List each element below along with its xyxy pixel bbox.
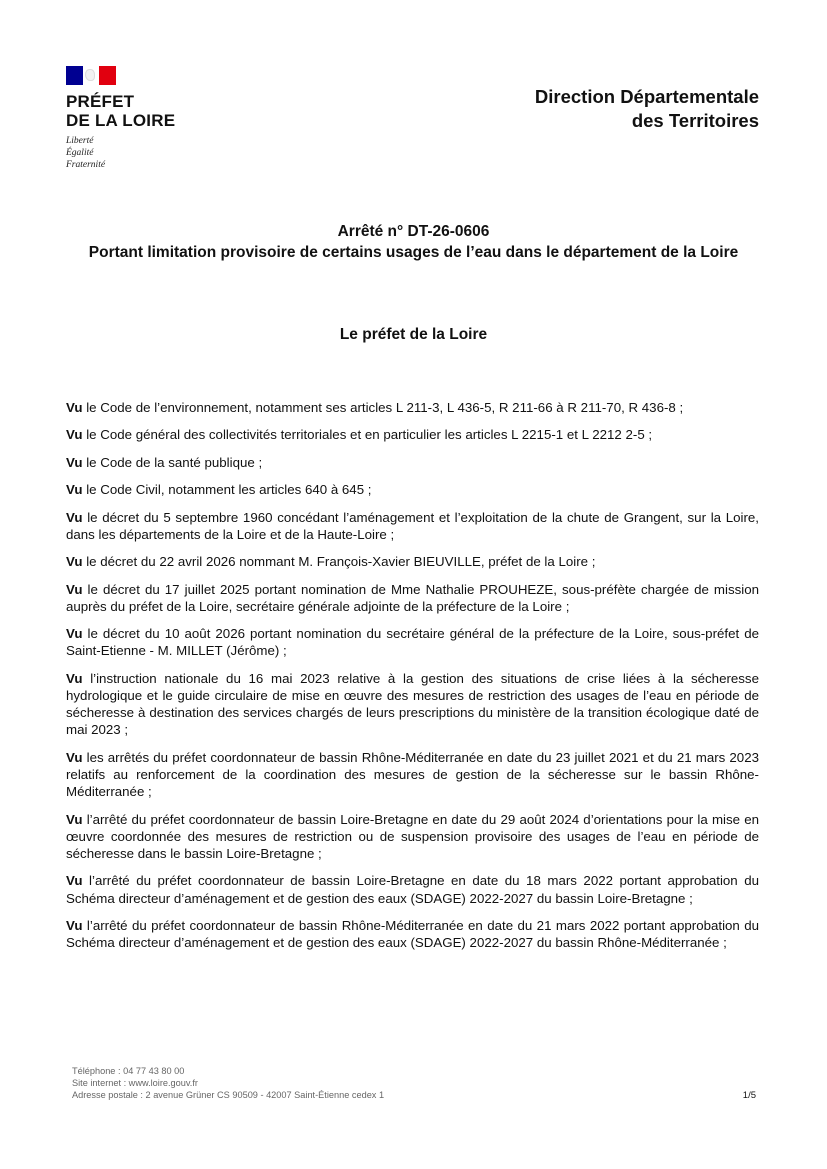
consideration-text: l’arrêté du préfet coordonnateur de bassin Rhône-Méditerranée en date du 21 mars 2022 portant approbation du Schéma directeur d’aménagement et de gestion des eaux (SDAGE) 2022-2027 du bassin Rhône-Méditerranée ; bbox=[66, 917, 760, 951]
vu-label: Vu bbox=[66, 811, 83, 827]
marianne-flag-icon bbox=[66, 66, 116, 85]
vu-label: Vu bbox=[66, 873, 83, 889]
footer-site: Site internet : www.loire.gouv.fr bbox=[72, 1078, 198, 1088]
consideration-text: l’instruction nationale du 16 mai 2023 relative à la gestion des situations de crise liées à la sécheresse hydrologique et le guide circulaire de mise en œuvre des mesures de restriction des usages de l’eau en période de sécheresse à destination des services chargés de leurs prescriptions du ministère de la transition écologique daté de mai 2023 ; bbox=[66, 670, 759, 738]
vu-label: Vu bbox=[66, 581, 83, 597]
direction-heading bbox=[535, 85, 759, 133]
vu-label: Vu bbox=[66, 454, 83, 470]
vu-label: Vu bbox=[66, 554, 83, 570]
consideration-text: le décret du 10 août 2026 portant nomination du secrétaire général de la préfecture de la Loire, sous-préfet de Saint-Etienne - M. MILLET (Jérôme) ; bbox=[66, 626, 759, 659]
vu-label: Vu bbox=[66, 670, 83, 686]
considerations-list bbox=[66, 399, 759, 962]
devise-fraternite: Fraternité bbox=[66, 160, 106, 170]
logo-line-1: PRÉFET bbox=[66, 92, 135, 111]
vu-label: Vu bbox=[66, 427, 83, 443]
consideration-item bbox=[66, 581, 759, 615]
consideration-text: le Code de l’environnement, notamment ses articles L 211-3, L 436-5, R 211-66 à R 211-70, R 436-8 ; bbox=[86, 400, 684, 415]
consideration-item bbox=[66, 481, 759, 498]
footer-address: Adresse postale : 2 avenue Grüner CS 90509 - 42007 Saint-Étienne cedex 1 bbox=[72, 1090, 385, 1100]
vu-label: Vu bbox=[66, 509, 83, 525]
prefecture-logo bbox=[66, 66, 206, 171]
vu-label: Vu bbox=[66, 917, 83, 933]
page-number: 1/5 bbox=[742, 1090, 756, 1101]
vu-label: Vu bbox=[66, 482, 83, 498]
vu-label: Vu bbox=[66, 626, 83, 642]
devise bbox=[66, 135, 206, 171]
consideration-text: le Code général des collectivités territoriales et en particulier les articles L 2215-1 et L 2212 2-5 ; bbox=[86, 427, 653, 443]
direction-line-2: des Territoires bbox=[631, 110, 759, 131]
devise-egalite: Égalité bbox=[66, 148, 94, 158]
decree-subject: Portant limitation provisoire de certains usages de l’eau dans le département de la Loire bbox=[88, 243, 739, 261]
footer-phone: Téléphone : 04 77 43 80 00 bbox=[72, 1066, 185, 1076]
consideration-text: le décret du 22 avril 2026 nommant M. François-Xavier BIEUVILLE, préfet de la Loire ; bbox=[86, 554, 596, 570]
direction-line-1: Direction Départementale bbox=[534, 86, 759, 107]
vu-label: Vu bbox=[66, 400, 83, 415]
consideration-item bbox=[66, 872, 759, 906]
consideration-item bbox=[66, 625, 759, 659]
consideration-item bbox=[66, 399, 759, 416]
decree-number: Arrêté n° DT-26-0606 bbox=[337, 223, 490, 240]
decree-authority: Le préfet de la Loire bbox=[339, 326, 488, 343]
consideration-item bbox=[66, 454, 759, 471]
consideration-item bbox=[66, 553, 759, 570]
consideration-item bbox=[66, 670, 759, 739]
consideration-item bbox=[66, 749, 759, 801]
footer-contact bbox=[72, 1065, 384, 1101]
consideration-item bbox=[66, 426, 759, 443]
consideration-text: le décret du 17 juillet 2025 portant nomination de Mme Nathalie PROUHEZE, sous-préfète chargée de mission auprès du préfet de la Loire, secrétaire générale adjointe de la préfecture de la Loire ; bbox=[66, 581, 759, 614]
decree-title bbox=[66, 222, 761, 263]
devise-liberte: Liberté bbox=[66, 136, 94, 146]
consideration-text: l’arrêté du préfet coordonnateur de bassin Loire-Bretagne en date du 29 août 2024 d’orientations pour la mise en œuvre coordonnée des mesures de restriction ou de suspension provisoire des usages de l’eau en période de sécheresse dans le bassin Loire-Bretagne ; bbox=[66, 811, 760, 861]
consideration-text: l’arrêté du préfet coordonnateur de bassin Loire-Bretagne en date du 18 mars 2022 portant approbation du Schéma directeur d’aménagement et de gestion des eaux (SDAGE) 2022-2027 du bassin Loire-Bretagne ; bbox=[66, 873, 759, 906]
consideration-text: les arrêtés du préfet coordonnateur de bassin Rhône-Méditerranée en date du 23 juillet 2021 et du 21 mars 2023 relatifs au renforcement de la coordination des mesures de gestion de la sécheresse sur le bassin Rhône-Méditerranée ; bbox=[66, 749, 759, 800]
consideration-item bbox=[66, 917, 759, 951]
consideration-item bbox=[66, 509, 759, 543]
consideration-text: le Code Civil, notamment les articles 640 à 645 ; bbox=[86, 482, 372, 498]
consideration-item bbox=[66, 811, 759, 863]
consideration-text: le Code de la santé publique ; bbox=[86, 454, 263, 470]
logo-line-2: DE LA LOIRE bbox=[66, 111, 176, 130]
consideration-text: le décret du 5 septembre 1960 concédant l’aménagement et l’exploitation de la chute de Grangent, sur la Loire, dans les départements de la Loire et de la Haute-Loire ; bbox=[66, 509, 759, 542]
vu-label: Vu bbox=[66, 749, 83, 765]
